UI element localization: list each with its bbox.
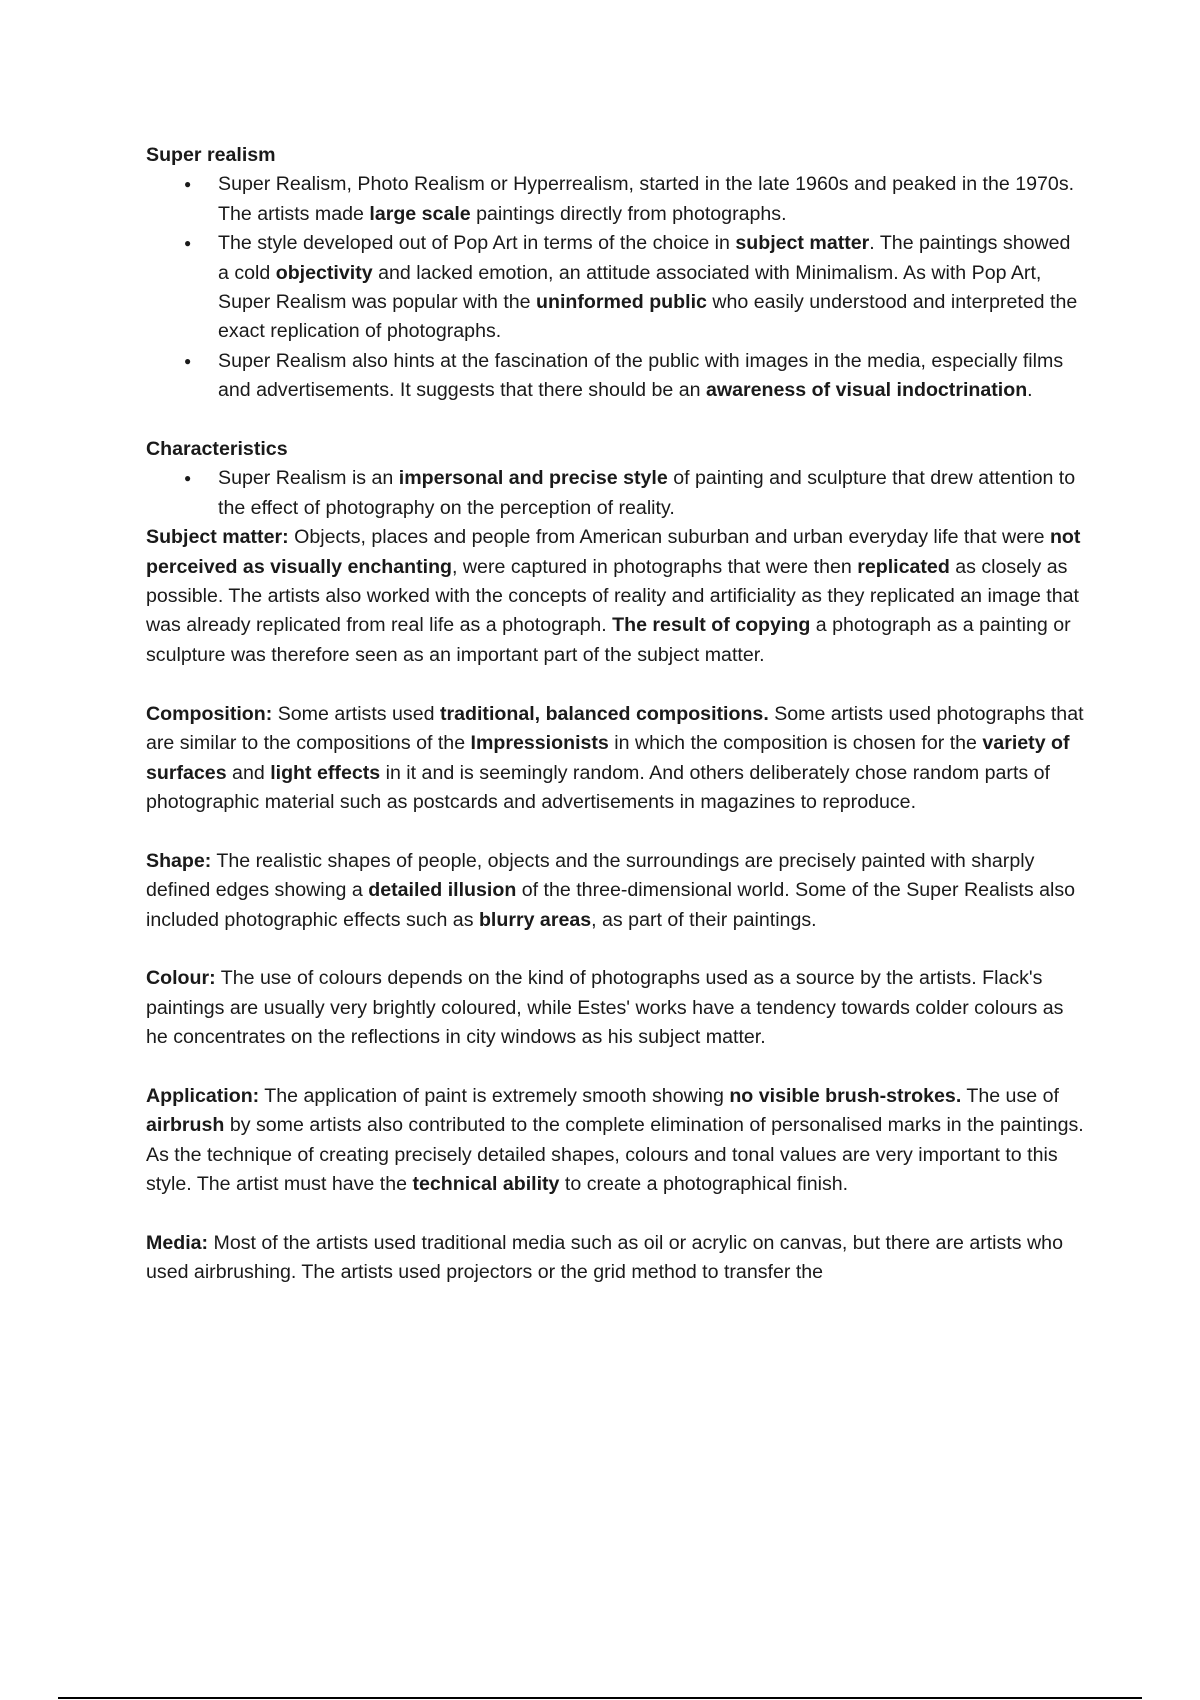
text-run: Super Realism is an xyxy=(218,467,399,490)
section-heading-super-realism: Super realism xyxy=(146,144,276,166)
text-run: and xyxy=(226,761,271,784)
spacer xyxy=(146,1200,1086,1229)
bold-term: subject matter xyxy=(735,232,870,255)
bold-term: objectivity xyxy=(275,261,373,284)
paragraph-label: Composition: xyxy=(146,702,273,725)
paragraph-label: Media: xyxy=(146,1231,209,1254)
bold-term: variety of surfaces xyxy=(146,732,1070,784)
text-run: The style developed out of Pop Art in terms of the choice in xyxy=(218,232,736,255)
spacer xyxy=(146,817,1086,846)
text-run: Some artists used photographs that are similar to the compositions of the xyxy=(146,702,1084,755)
bold-term: uninformed public xyxy=(536,291,707,314)
paragraph-label: Shape: xyxy=(146,849,212,872)
bold-term: airbrush xyxy=(146,1114,225,1137)
paragraph-label: Application: xyxy=(146,1084,260,1107)
text-run: Objects, places and people from American suburban and urban everyday life that were xyxy=(288,526,1050,549)
text-run: Most of the artists used traditional media such as oil or acrylic on canvas, but there are artists who used airbrushing. The artists used projectors or the grid method to transfer the xyxy=(146,1231,1063,1284)
text-run: Some artists used xyxy=(272,702,440,725)
paragraph-application xyxy=(146,1082,1086,1200)
text-run: , were captured in photographs that were then xyxy=(452,555,858,578)
text-run: a photograph as a painting or sculpture was therefore seen as an important part of the subject matter. xyxy=(146,614,1071,666)
bold-term: impersonal and precise style xyxy=(398,467,668,490)
text-run: . xyxy=(1027,379,1033,402)
bold-term: not perceived as visually enchanting xyxy=(146,526,1081,578)
characteristics-bullet-list xyxy=(146,464,1086,523)
paragraph-subject-matter xyxy=(146,523,1086,670)
paragraph-label: Subject matter: xyxy=(146,526,289,549)
paragraph-media xyxy=(146,1229,1086,1288)
text-run: Super Realism also hints at the fascination of the public with images in the media, especially films and advertisements. It suggests that there should be an xyxy=(218,349,1064,402)
text-run: paintings directly from photographs. xyxy=(470,202,787,225)
paragraph-colour xyxy=(146,964,1086,1052)
paragraph-shape xyxy=(146,847,1086,935)
text-run: . The paintings showed a cold xyxy=(218,232,1071,284)
spacer xyxy=(146,406,1086,435)
text-run: , as part of their paintings. xyxy=(591,908,817,931)
bullet-item xyxy=(146,170,1086,229)
super-realism-bullet-list xyxy=(146,170,1086,405)
spacer xyxy=(146,935,1086,964)
spacer xyxy=(146,670,1086,699)
text-run: by some artists also contributed to the complete elimination of personalised marks in the paintings. As the technique of creating precisely detailed shapes, colours and tonal values are very important to this style. The artist must have the xyxy=(146,1114,1084,1196)
bold-term: detailed illusion xyxy=(368,879,517,902)
text-run: The use of colours depends on the kind of photographs used as a source by the artists. Flack's paintings are usually very brightly coloured, while Estes' works have a tendency towards colder colours as he concentrates on the reflections in city windows as his subject matter. xyxy=(146,967,1064,1049)
bold-term: Impressionists xyxy=(470,732,609,755)
paragraph-composition xyxy=(146,700,1086,818)
text-run: Super Realism, Photo Realism or Hyperrealism, started in the late 1960s and peaked in the 1970s. The artists made xyxy=(218,173,1075,225)
text-run: in which the composition is chosen for the xyxy=(608,732,983,755)
bullet-item xyxy=(146,464,1086,523)
bold-term: replicated xyxy=(857,555,950,578)
text-run: The application of paint is extremely smooth showing xyxy=(259,1084,730,1107)
bold-term: technical ability xyxy=(412,1173,560,1196)
text-run: of painting and sculpture that drew attention to the effect of photography on the perception of reality. xyxy=(218,467,1076,519)
spacer xyxy=(146,1053,1086,1082)
bold-term: no visible brush-strokes. xyxy=(729,1084,962,1107)
page-bottom-rule xyxy=(58,1697,1142,1699)
text-run: as closely as possible. The artists also worked with the concepts of reality and artificiality as they replicated an image that was already replicated from real life as a photograph. xyxy=(146,555,1079,637)
document-page xyxy=(146,141,1086,1288)
bullet-item xyxy=(146,347,1086,406)
text-run: in it and is seemingly random. And others deliberately chose random parts of photographic material such as postcards and advertisements in magazines to reproduce. xyxy=(146,761,1050,813)
bold-term: The result of copying xyxy=(612,614,811,637)
text-run: of the three-dimensional world. Some of the Super Realists also included photographic effects such as xyxy=(146,879,1076,931)
bold-term: light effects xyxy=(270,761,381,784)
text-run: who easily understood and interpreted the exact replication of photographs. xyxy=(218,291,1078,343)
text-run: The use of xyxy=(961,1084,1059,1107)
paragraph-label: Colour: xyxy=(146,967,216,990)
text-run: and lacked emotion, an attitude associated with Minimalism. As with Pop Art, Super Realism was popular with the xyxy=(218,261,1042,314)
section-heading-characteristics: Characteristics xyxy=(146,438,288,461)
text-run: to create a photographical finish. xyxy=(559,1173,849,1196)
bold-term: traditional, balanced compositions. xyxy=(439,702,769,725)
bold-term: awareness of visual indoctrination xyxy=(705,379,1028,402)
bold-term: large scale xyxy=(369,202,471,225)
text-run: The realistic shapes of people, objects and the surroundings are precisely painted with sharply defined edges showing a xyxy=(146,849,1035,902)
bold-term: blurry areas xyxy=(478,908,592,931)
bullet-item xyxy=(146,229,1086,347)
